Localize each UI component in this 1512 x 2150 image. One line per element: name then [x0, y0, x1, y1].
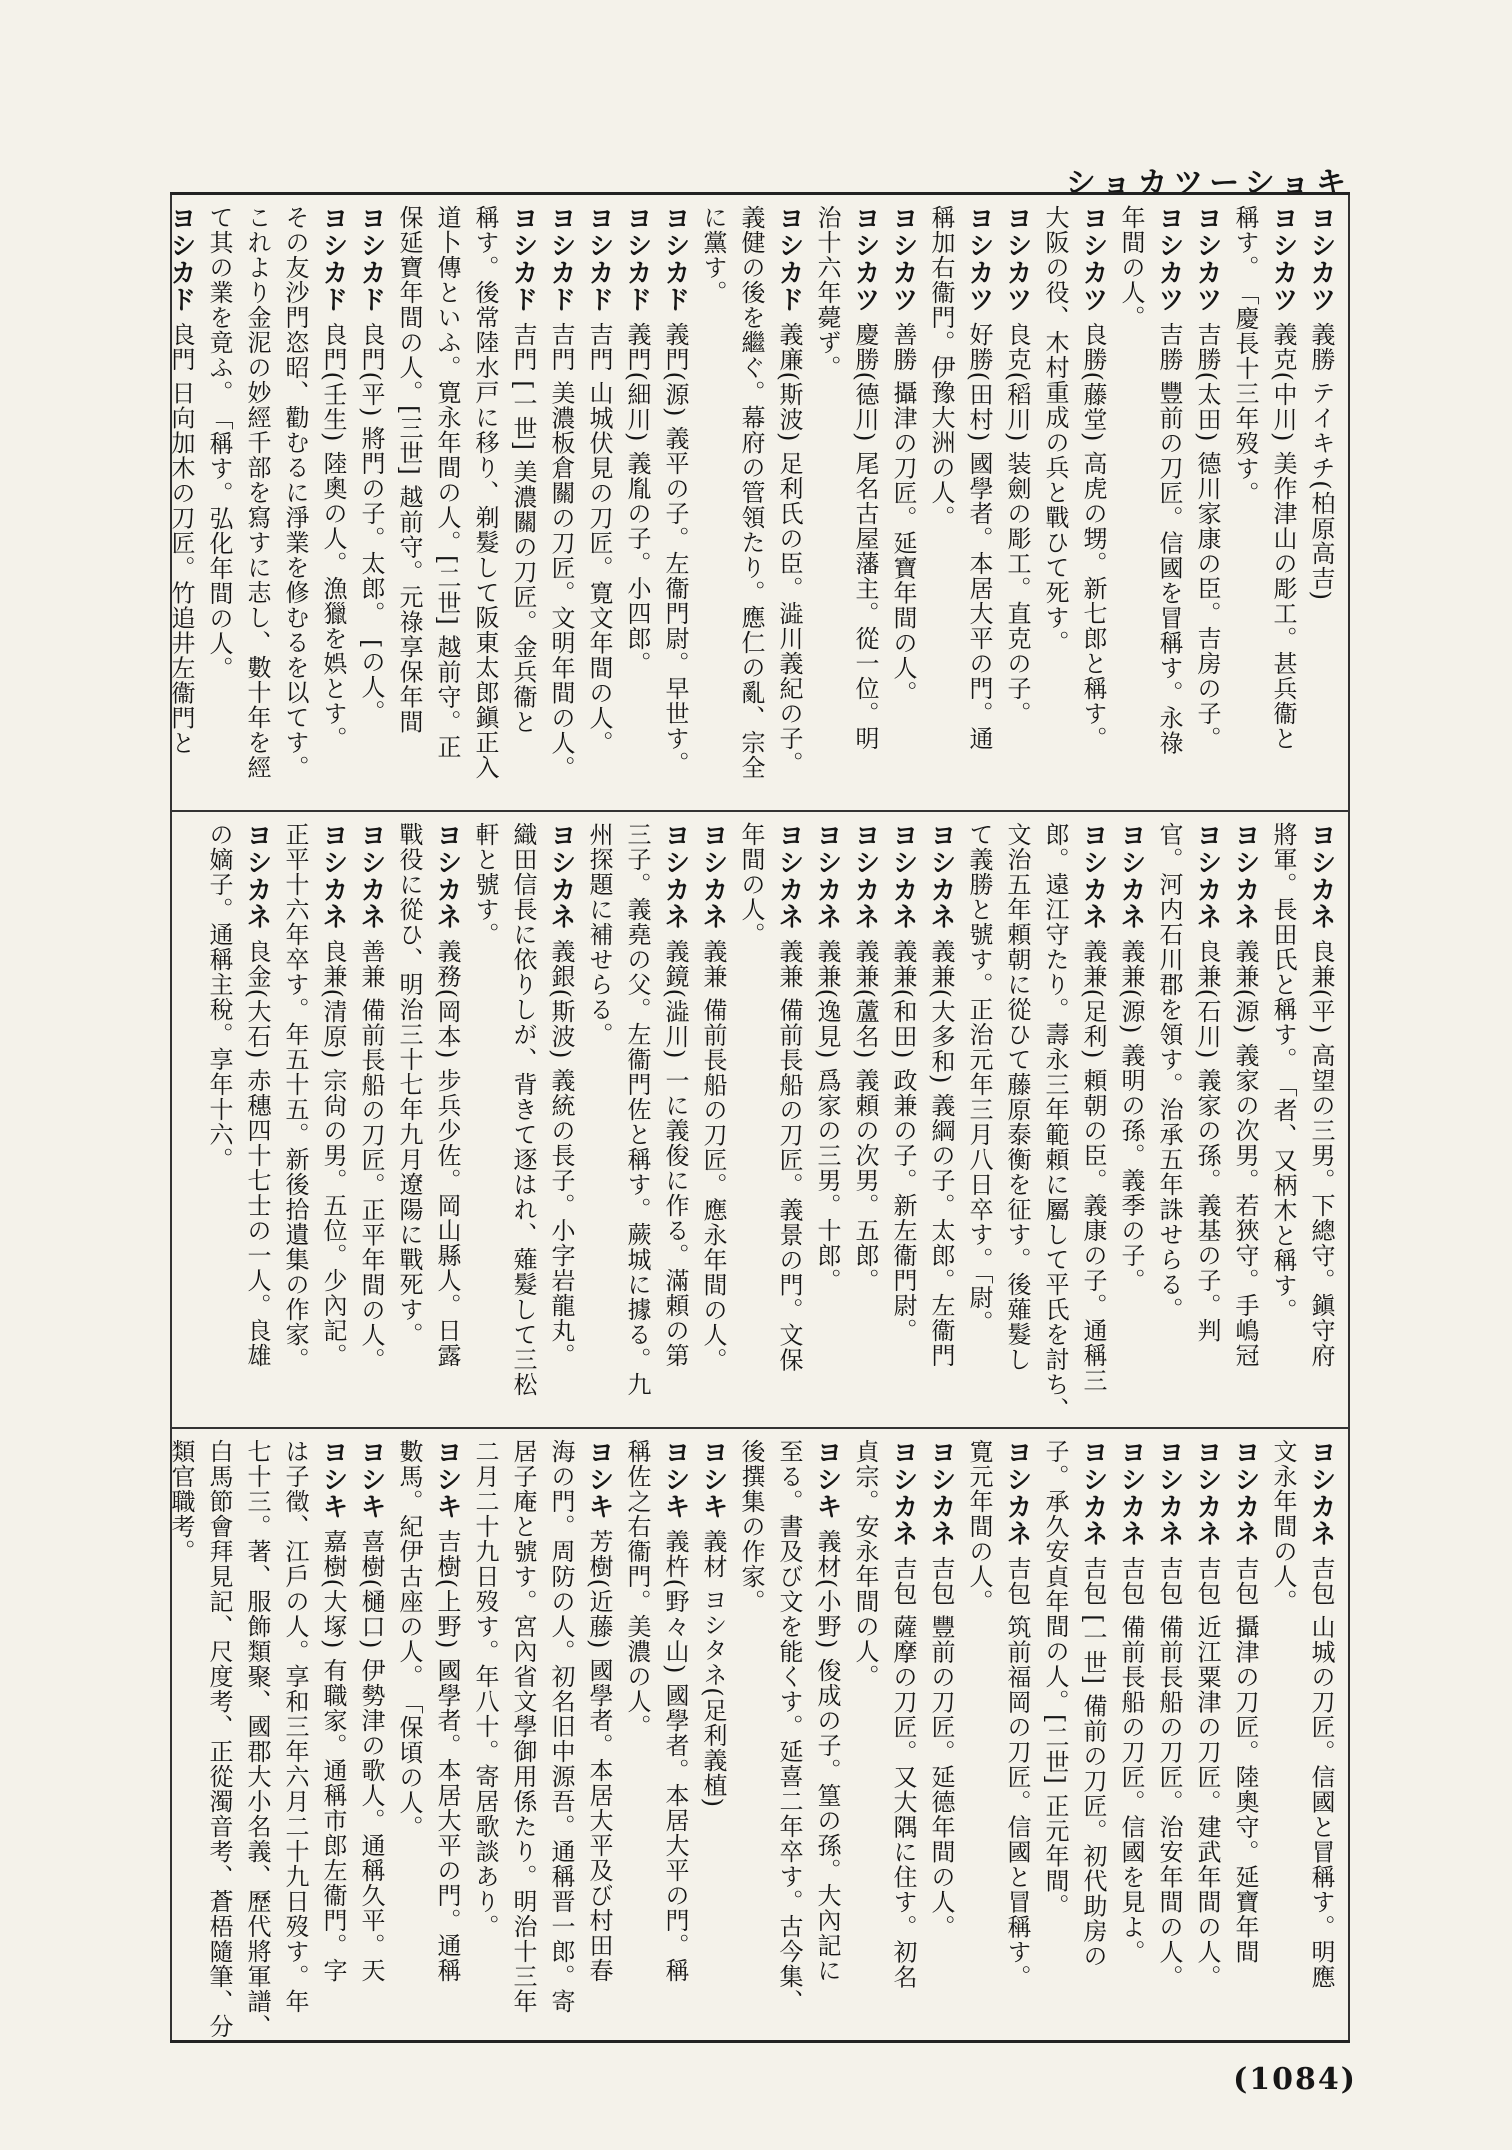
entry-column: [352, 822, 390, 1420]
entry-column: [276, 205, 314, 805]
entry-reading: ヨシカツ: [888, 205, 918, 313]
entry-text: 義鏡(澁川) 一に義俊に作る。滿頼の第: [661, 938, 689, 1368]
entry-reading: ヨシカツ: [1002, 205, 1032, 313]
band-middle: [180, 822, 1340, 1420]
entry-text: 寛元年間の人。: [965, 1439, 993, 1614]
entry-column: [1074, 1439, 1112, 2035]
entry-column: [466, 822, 504, 1420]
entry-text: 吉包 豐前の刀匠。延德年間の人。: [927, 1555, 955, 1940]
entry-text: 吉勝 豐前の刀匠。信國を冒稱す。永祿: [1155, 321, 1183, 756]
entry-column: [162, 1439, 200, 2035]
entry-text: 子。承久安貞年間の人。[二世] 正元年間。: [1041, 1439, 1069, 1919]
entry-column: [808, 822, 846, 1420]
entry-reading: ヨシキ: [584, 1439, 614, 1520]
entry-column: [1150, 205, 1188, 805]
entry-reading: ヨシカツ: [1078, 205, 1108, 313]
entry-reading: ヨシカネ: [1306, 1439, 1336, 1547]
entry-text: 吉樹(上野) 國學者。本居大平の門。通稱: [433, 1528, 461, 1983]
entry-reading: ヨシカネ: [926, 1439, 956, 1547]
entry-text: 吉包 備前長船の刀匠。治安年間の人。: [1155, 1555, 1183, 1990]
entry-text: 白馬節會拜見記、尺度考、正從濁音考、蒼梧隨筆、分: [205, 1439, 233, 2039]
entry-text: 良門(壬生) 陸奧の人。漁獵を娯とす。: [319, 321, 347, 751]
entry-column: [580, 205, 618, 805]
entry-reading: ヨシキ: [660, 1439, 690, 1520]
entry-reading: ヨシカド: [622, 205, 652, 313]
entry-column: [542, 822, 580, 1420]
entry-text: その友沙門恣昭、勸むるに淨業を修むるを以てす。: [281, 205, 309, 780]
entry-column: [200, 205, 238, 805]
entry-text: 大阪の役、木村重成の兵と戰ひて死す。: [1041, 205, 1069, 655]
entry-reading: ヨシキ: [812, 1439, 842, 1520]
entry-column: [390, 205, 428, 805]
entry-text: 良金(大石) 赤穗四十七士の一人。良雄: [243, 938, 271, 1368]
band-divider-2: [170, 1427, 1350, 1429]
entry-reading: ヨシキ: [356, 1439, 386, 1520]
entry-reading: ヨシカネ: [1192, 1439, 1222, 1547]
entry-text: 稱加右衞門。伊豫大洲の人。: [927, 205, 955, 530]
entry-column: [238, 205, 276, 805]
entry-column: [390, 1439, 428, 2035]
entry-text: 州探題に補せらる。: [585, 822, 613, 1047]
entry-column: [808, 1439, 846, 2035]
entry-text: 義兼(源) 義明の孫。義季の子。: [1117, 938, 1145, 1293]
entry-reading: ヨシカネ: [1230, 1439, 1260, 1547]
entry-text: 義材(小野) 俊成の子。篁の孫。大內記に: [813, 1528, 841, 1983]
entry-text: 官。河内石川郡を領す。治承五年誅せらる。: [1155, 822, 1183, 1322]
entry-column: [960, 205, 998, 805]
entry-text: 善勝 攝津の刀匠。延寶年間の人。: [889, 321, 917, 706]
entry-text: 治十六年薨ず。: [813, 205, 841, 380]
entry-text: 海の門。周防の人。初名旧中源吾。通稱晋一郎。寄: [547, 1439, 575, 2014]
entry-reading: ヨシカネ: [1154, 1439, 1184, 1547]
entry-column: [618, 822, 656, 1420]
entry-column: [504, 822, 542, 1420]
entry-text: 文治五年頼朝に從ひて藤原泰衡を征す。後薙髮し: [1003, 822, 1031, 1372]
entry-text: 吉門 美濃板倉關の刀匠。文明年間の人。: [547, 321, 575, 781]
entry-column: [1074, 822, 1112, 1420]
entry-column: [390, 822, 428, 1420]
entry-column: [1188, 1439, 1226, 2035]
entry-reading: ヨシカド: [660, 205, 690, 313]
entry-reading: ヨシカツ: [1306, 205, 1336, 313]
entry-text: 吉包 備前長船の刀匠。信國を見よ。: [1117, 1555, 1145, 1965]
entry-column: [428, 822, 466, 1420]
entry-column: [428, 205, 466, 805]
entry-text: 義兼(和田) 政兼の子。新左衞門尉。: [889, 938, 917, 1343]
entry-column: [1112, 822, 1150, 1420]
entry-reading: ヨシカネ: [812, 822, 842, 930]
entry-reading: ヨシカネ: [850, 822, 880, 930]
entry-column: [846, 822, 884, 1420]
entry-text: 義健の後を繼ぐ。幕府の管領たり。應仁の亂、宗全: [737, 205, 765, 780]
entry-column: [1036, 1439, 1074, 2035]
entry-text: 吉包 薩摩の刀匠。又大隅に住す。初名: [889, 1555, 917, 1990]
entry-text: 義兼(逸見) 爲家の三男。十郎。: [813, 938, 841, 1293]
entry-reading: ヨシカド: [546, 205, 576, 313]
entry-column: [1188, 822, 1226, 1420]
entry-reading: ヨシカド: [584, 205, 614, 313]
entry-reading: ヨシカド: [318, 205, 348, 313]
entry-reading: ヨシカネ: [698, 822, 728, 930]
entry-column: [846, 1439, 884, 2035]
entry-text: 保延寶年間の人。[三世] 越前守。元祿享保年間: [395, 205, 423, 735]
band-top: [166, 205, 1340, 805]
entry-text: 義廉(斯波) 足利氏の臣。澁川義紀の子。: [775, 321, 803, 776]
entry-column: [200, 1439, 238, 2039]
entry-column: [314, 822, 352, 1420]
entry-column: [1264, 205, 1302, 805]
entry-column: [1302, 822, 1340, 1420]
entry-text: 良兼(清原) 宗尙の男。五位。少內記。: [319, 938, 347, 1368]
entry-column: [1226, 205, 1264, 805]
entry-column: [466, 1439, 504, 2035]
entry-column: [770, 822, 808, 1420]
entry-text: の嫡子。通稱主稅。享年十六。: [205, 822, 233, 1172]
entry-column: [884, 1439, 922, 2035]
entry-text: 良門 日向加木の刀匠。竹追井左衞門と: [167, 321, 195, 756]
entry-text: 年間の人。: [737, 822, 765, 947]
entry-reading: ヨシカネ: [1078, 1439, 1108, 1547]
entry-text: 織田信長に依りしが、背きて逐はれ、薙髮して三松: [509, 822, 537, 1397]
entry-reading: ヨシカネ: [546, 822, 576, 930]
entry-column: [998, 205, 1036, 805]
entry-text: 三子。義堯の父。左衞門佐と稱す。蕨城に據る。九: [623, 822, 651, 1397]
entry-text: 義務(岡本) 步兵少佐。岡山縣人。日露: [433, 938, 461, 1368]
entry-column: [504, 1439, 542, 2035]
entry-text: 軒と號す。: [471, 822, 499, 947]
entry-column: [1264, 822, 1302, 1420]
entry-text: 類官職考。: [167, 1439, 195, 1564]
entry-column: [694, 1439, 732, 2035]
entry-text: 正平十六年卒す。年五十五。新後拾遺集の作家。: [281, 822, 309, 1372]
entry-column: [922, 822, 960, 1420]
entry-column: [504, 205, 542, 805]
running-head: ショカツーショキ: [1065, 166, 1352, 201]
entry-text: 好勝(田村) 國學者。本居大平の門。通: [965, 321, 993, 751]
entry-text: 義兼(源) 義家の次男。若狹守。手嶋冠: [1231, 938, 1259, 1368]
entry-text: 芳樹(近藤) 國學者。本居大平及び村田春: [585, 1528, 613, 1983]
entry-column: [162, 205, 200, 805]
entry-column: [732, 205, 770, 805]
entry-text: 郎。遠江守たり。壽永三年範頼に屬して平氏を討ち、: [1041, 822, 1069, 1422]
entry-column: [770, 1439, 808, 2035]
entry-text: 義兼(大多和) 義綱の子。太郎。左衞門: [927, 938, 955, 1368]
entry-column: [960, 1439, 998, 2035]
entry-text: 善兼 備前長船の刀匠。正平年間の人。: [357, 938, 385, 1373]
entry-column: [428, 1439, 466, 2035]
entry-column: [922, 205, 960, 805]
entry-reading: ヨシカネ: [1230, 822, 1260, 930]
entry-text: 至る。書及び文を能くす。延喜二年卒す。古今集、: [775, 1439, 803, 2014]
entry-text: 義兼(蘆名) 義頼の次男。五郎。: [851, 938, 879, 1293]
entry-column: [1264, 1439, 1302, 2035]
entry-reading: ヨシカネ: [318, 822, 348, 930]
entry-text: 吉包 山城の刀匠。信國と冒稱す。明應: [1307, 1555, 1335, 1990]
entry-text: 二月二十九日歿す。年八十。寄居歌談あり。: [471, 1439, 499, 1939]
entry-text: 吉門 山城伏見の刀匠。寛文年間の人。: [585, 321, 613, 756]
entry-column: [352, 205, 390, 805]
entry-column: [732, 1439, 770, 2035]
entry-text: 義兼 備前長船の刀匠。應永年間の人。: [699, 938, 727, 1373]
entry-text: 良克(稻川) 装劍の彫工。直克の子。: [1003, 321, 1031, 726]
entry-column: [694, 205, 732, 805]
entry-text: 吉包 近江粟津の刀匠。建武年間の人。: [1193, 1555, 1221, 1990]
band-bottom: [167, 1439, 1340, 2039]
entry-column: [542, 205, 580, 805]
entry-reading: ヨシカネ: [356, 822, 386, 930]
entry-text: 義銀(斯波) 義統の長子。小字岩龍丸。: [547, 938, 575, 1368]
entry-reading: ヨシカネ: [774, 822, 804, 930]
entry-column: [618, 205, 656, 805]
entry-column: [1150, 1439, 1188, 2035]
entry-text: 義兼 備前長船の刀匠。義景の門。文保: [775, 938, 803, 1373]
entry-text: 吉勝(太田) 德川家康の臣。吉房の子。: [1193, 321, 1221, 751]
entry-text: 義門(細川) 義胤の子。小四郎。: [623, 321, 651, 676]
entry-reading: ヨシカネ: [888, 822, 918, 930]
entry-column: [314, 205, 352, 805]
entry-text: て義勝と號す。正治元年三月八日卒す。「尉。: [965, 822, 993, 1335]
entry-text: 稱佐之右衞門。美濃の人。: [623, 1439, 651, 1739]
entry-column: [1302, 205, 1340, 805]
entry-text: 良兼(石川) 義家の孫。義基の子。判: [1193, 938, 1221, 1343]
entry-text: 年間の人。: [1117, 205, 1145, 330]
entry-column: [352, 1439, 390, 2035]
entry-column: [466, 205, 504, 805]
entry-column: [276, 1439, 314, 2035]
entry-text: 居子庵と號す。宮內省文學御用係たり。明治十三年: [509, 1439, 537, 2014]
entry-text: 道卜傳といふ。寛永年間の人。[二世] 越前守。正: [433, 205, 461, 760]
entry-column: [1150, 822, 1188, 1420]
entry-column: [656, 205, 694, 805]
entry-text: 稱す。 「慶長十三年歿す。: [1231, 205, 1259, 506]
entry-column: [1226, 822, 1264, 1420]
frame-right-rule: [1348, 195, 1350, 2040]
entry-text: て其の業を竟ふ。 「稱す。弘化年間の人。: [205, 205, 233, 681]
entry-column: [580, 822, 618, 1420]
entry-column: [1112, 1439, 1150, 2035]
entry-reading: ヨシカド: [356, 205, 386, 313]
entry-reading: ヨシカド: [508, 205, 538, 313]
entry-column: [808, 205, 846, 805]
entry-column: [656, 1439, 694, 2035]
entry-column: [998, 822, 1036, 1420]
entry-reading: ヨシカネ: [1192, 822, 1222, 930]
entry-reading: ヨシカネ: [660, 822, 690, 930]
entry-text: 義杵(野々山) 國學者。本居大平の門。稱: [661, 1528, 689, 1983]
entry-reading: ヨシカツ: [850, 205, 880, 313]
entry-column: [732, 822, 770, 1420]
entry-text: 貞宗。安永年間の人。: [851, 1439, 879, 1689]
entry-text: 文永年間の人。: [1269, 1439, 1297, 1614]
entry-text: 吉包 [一世] 備前の刀匠。初代助房の: [1079, 1555, 1107, 1969]
entry-text: これより金泥の妙經千部を寫すに志し、數十年を經: [243, 205, 271, 780]
entry-text: 義兼(足利) 頼朝の臣。義康の子。通稱三: [1079, 938, 1107, 1393]
entry-column: [314, 1439, 352, 2035]
entry-reading: ヨシキ: [698, 1439, 728, 1520]
entry-text: 數馬。紀伊古座の人。 「保頃の人。: [395, 1439, 423, 1840]
entry-text: 義材 ヨシタネ(足利義植): [699, 1528, 727, 1808]
entry-text: 七十三。著、服飾類聚、國郡大小名義、歷代將軍譜、: [243, 1439, 271, 2039]
entry-text: 將軍。長田氏と稱す。 「者、又柄木と稱す。: [1269, 822, 1297, 1323]
entry-column: [694, 822, 732, 1420]
entry-text: 良勝(藤堂) 高虎の甥。新七郎と稱す。: [1079, 321, 1107, 751]
entry-reading: ヨシカツ: [964, 205, 994, 313]
entry-column: [998, 1439, 1036, 2035]
entry-column: [1112, 205, 1150, 805]
entry-text: 後撰集の作家。: [737, 1439, 765, 1614]
entry-column: [1074, 205, 1112, 805]
entry-column: [922, 1439, 960, 2035]
entry-column: [238, 822, 276, 1420]
entry-reading: ヨシカネ: [1116, 1439, 1146, 1547]
entry-reading: ヨシカネ: [1306, 822, 1336, 930]
entry-text: 良門(平) 將門の子。太郎。 [の人。: [357, 321, 385, 725]
page-number: (1084): [1233, 2062, 1357, 2097]
entry-column: [542, 1439, 580, 2035]
entry-reading: ヨシカツ: [1268, 205, 1298, 313]
entry-reading: ヨシカド: [774, 205, 804, 313]
entry-column: [618, 1439, 656, 2035]
entry-column: [1188, 205, 1226, 805]
entry-reading: ヨシキ: [432, 1439, 462, 1520]
entry-column: [960, 822, 998, 1420]
entry-reading: ヨシカネ: [1116, 822, 1146, 930]
entry-column: [884, 205, 922, 805]
entry-reading: ヨシカツ: [1154, 205, 1184, 313]
entry-column: [846, 205, 884, 805]
entry-text: 義門(源) 義平の子。左衞門尉。早世す。: [661, 321, 689, 776]
entry-reading: ヨシカネ: [242, 822, 272, 930]
entry-reading: ヨシカネ: [926, 822, 956, 930]
entry-text: 吉包 筑前福岡の刀匠。信國と冒稱す。: [1003, 1555, 1031, 1990]
entry-column: [770, 205, 808, 805]
page-frame: [166, 192, 1350, 2043]
entry-column: [238, 1439, 276, 2039]
entry-reading: ヨシキ: [318, 1439, 348, 1520]
band-divider-1: [170, 810, 1350, 812]
entry-column: [1036, 205, 1074, 805]
entry-column: [1036, 822, 1074, 1420]
entry-text: 戰役に從ひ、明治三十七年九月遼陽に戰死す。: [395, 822, 423, 1347]
entry-text: 慶勝(德川) 尾名古屋藩主。從一位。明: [851, 321, 879, 751]
entry-reading: ヨシカネ: [1002, 1439, 1032, 1547]
entry-text: 稱す。後常陸水戸に移り、剃髮して阪東太郎鎭正入: [471, 205, 499, 780]
entry-column: [1226, 1439, 1264, 2035]
entry-column: [656, 822, 694, 1420]
entry-text: 喜樹(樋口) 伊勢津の歌人。通稱久平。天: [357, 1528, 385, 1983]
entry-text: 嘉樹(大塚) 有職家。通稱市郎左衞門。字: [319, 1528, 347, 1983]
entry-column: [1302, 1439, 1340, 2035]
entry-text: 義克(中川) 美作津山の彫工。甚兵衞と: [1269, 321, 1297, 751]
entry-reading: ヨシカネ: [1078, 822, 1108, 930]
entry-reading: ヨシカネ: [432, 822, 462, 930]
entry-text: は子徵、江戶の人。享和三年六月二十九日歿す。年: [281, 1439, 309, 2014]
entry-column: [580, 1439, 618, 2035]
entry-text: 吉門 [一世] 美濃關の刀匠。金兵衞と: [509, 321, 537, 735]
entry-text: 吉包 攝津の刀匠。陸奧守。延寶年間: [1231, 1555, 1259, 1965]
entry-text: 義勝 テイキチ(柏原高吉): [1307, 321, 1335, 601]
entry-reading: ヨシカド: [166, 205, 196, 313]
entry-column: [276, 822, 314, 1420]
entry-text: 良兼(平) 高望の三男。下總守。鎭守府: [1307, 938, 1335, 1368]
entry-text: に黨す。: [699, 205, 727, 305]
entry-column: [200, 822, 238, 1420]
entry-reading: ヨシカツ: [1192, 205, 1222, 313]
entry-column: [884, 822, 922, 1420]
entry-reading: ヨシカネ: [888, 1439, 918, 1547]
